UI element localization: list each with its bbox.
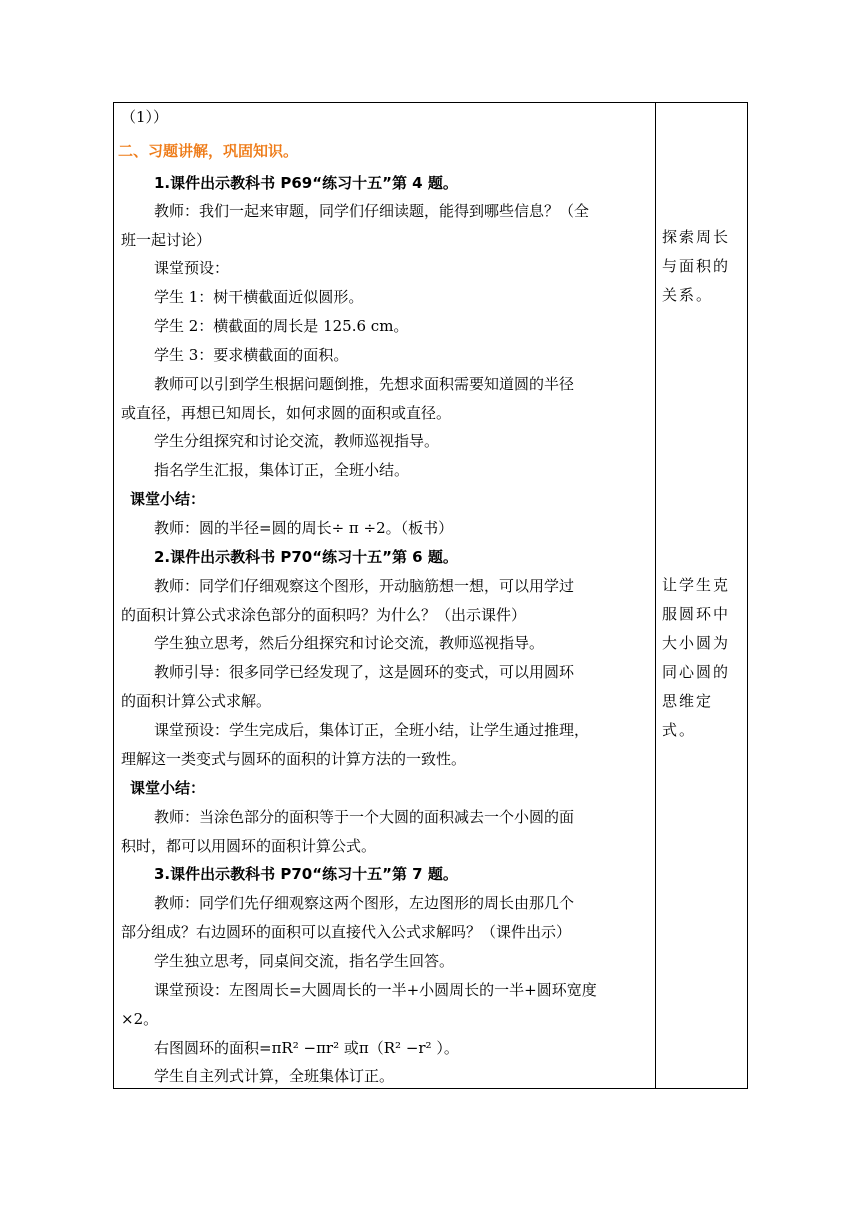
text-line: 教师：同学们仔细观察这个图形，开动脑筋想一想，可以用学过 [154, 577, 575, 595]
exercise-heading: 1.课件出示教科书 P69“练习十五”第 4 题。 [154, 174, 458, 192]
text-line: 指名学生汇报，集体订正，全班小结。 [154, 461, 410, 479]
exercise-heading: 3.课件出示教科书 P70“练习十五”第 7 题。 [154, 865, 458, 883]
summary-heading: 课堂小结： [130, 490, 206, 508]
side-note-line: 大小圆为 [662, 634, 731, 652]
side-note-line: 让学生克 [662, 576, 731, 594]
text-line: 或直径，再想已知周长，如何求圆的面积或直径。 [121, 404, 452, 422]
text-line: 教师：我们一起来审题，同学们仔细读题，能得到哪些信息？（全 [154, 202, 590, 220]
text-line: 学生自主列式计算，全班集体订正。 [154, 1067, 395, 1085]
exercise-heading: 2.课件出示教科书 P70“练习十五”第 6 题。 [154, 548, 458, 566]
text-line: 学生 1：树干横截面近似圆形。 [154, 288, 364, 306]
text-line: 积时，都可以用圆环的面积计算公式。 [121, 837, 377, 855]
text-line: 部分组成？右边圆环的面积可以直接代入公式求解吗？（课件出示） [121, 923, 572, 941]
side-note-line: 思维定 [662, 692, 714, 710]
summary-heading: 课堂小结： [130, 779, 206, 797]
side-note-line: 关系。 [662, 286, 714, 304]
side-note-line: 服圆环中 [662, 605, 731, 623]
text-line: 教师：当涂色部分的面积等于一个大圆的面积减去一个小圆的面 [154, 808, 575, 826]
side-note-line: 探索周长 [662, 228, 731, 246]
text-line: 的面积计算公式求涂色部分的面积吗？为什么？（出示课件） [121, 606, 527, 624]
text-line: 学生 2：横截面的周长是 125.6 cm。 [154, 317, 409, 335]
column-divider [655, 103, 656, 1088]
text-line: 课堂预设：学生完成后，集体订正，全班小结，让学生通过推理， [154, 721, 590, 739]
text-line: ×2。 [121, 1010, 159, 1028]
text-line: 课堂预设： [154, 259, 230, 277]
formula-line: 右图圆环的面积=πR² −πr² 或π（R² −r² ）。 [154, 1039, 459, 1057]
text-line: 教师：圆的半径=圆的周长÷ π ÷2。（板书） [154, 519, 454, 537]
section-heading: 二、习题讲解，巩固知识。 [118, 142, 299, 160]
text-line: 理解这一类变式与圆环的面积的计算方法的一致性。 [121, 750, 467, 768]
text-line: 教师引导：很多同学已经发现了，这是圆环的变式，可以用圆环 [154, 663, 575, 681]
text-line: （1）） [121, 108, 169, 126]
text-line: 学生独立思考，同桌间交流，指名学生回答。 [154, 952, 455, 970]
text-line: 学生分组探究和讨论交流，教师巡视指导。 [154, 432, 440, 450]
side-note-line: 同心圆的 [662, 663, 731, 681]
lesson-table [113, 102, 748, 1089]
text-line: 教师可以引到学生根据问题倒推，先想求面积需要知道圆的半径 [154, 375, 575, 393]
text-line: 教师：同学们先仔细观察这两个图形，左边图形的周长由那几个 [154, 894, 575, 912]
side-note-line: 与面积的 [662, 257, 731, 275]
text-line: 班一起讨论） [121, 231, 212, 249]
text-line: 学生独立思考，然后分组探究和讨论交流，教师巡视指导。 [154, 634, 545, 652]
text-line: 的面积计算公式求解。 [121, 692, 272, 710]
side-note-line: 式。 [662, 721, 697, 739]
text-line: 课堂预设：左图周长=大圆周长的一半+小圆周长的一半+圆环宽度 [154, 981, 597, 999]
text-line: 学生 3：要求横截面的面积。 [154, 346, 349, 364]
